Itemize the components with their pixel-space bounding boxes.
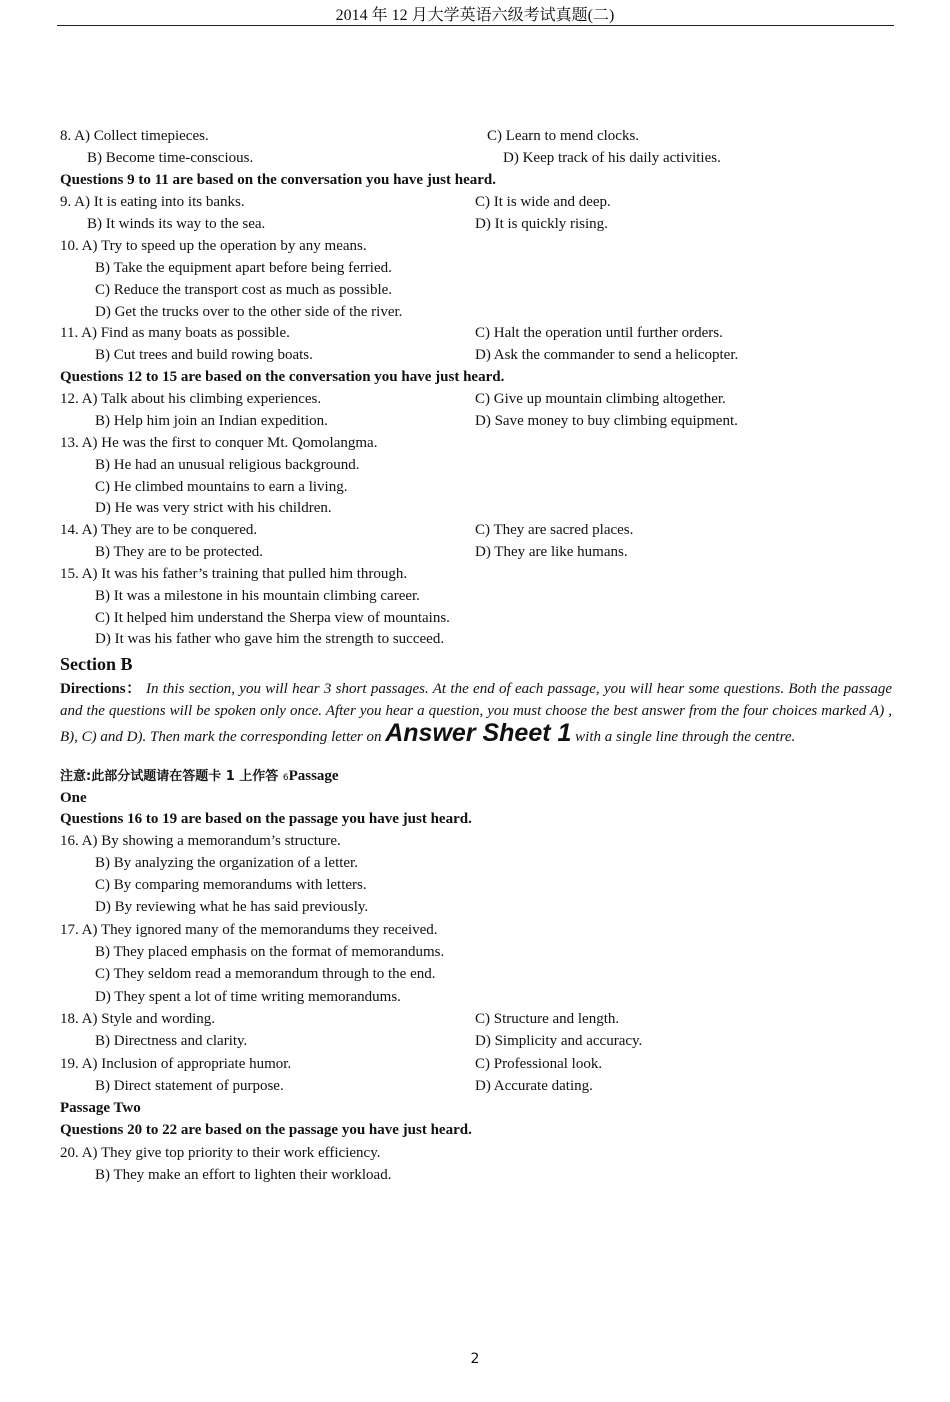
q11-option-a: 11. A) Find as many boats as possible. <box>60 325 290 341</box>
q12-option-a: 12. A) Talk about his climbing experiences. <box>60 391 322 407</box>
directions-text-2: with a single line through the centre. <box>575 729 796 745</box>
q16-option-c: C) By comparing memorandums with letters. <box>95 877 367 893</box>
q19-option-b: B) Direct statement of purpose. <box>95 1078 284 1094</box>
q14-option-c: C) They are sacred places. <box>475 522 634 538</box>
q16-option-d: D) By reviewing what he has said previously. <box>95 899 369 915</box>
q15-option-a: 15. A) It was his father’s training that pulled him through. <box>60 566 408 582</box>
q8-option-b: B) Become time-conscious. <box>87 150 254 166</box>
q14-option-d: D) They are like humans. <box>475 544 628 560</box>
questions-12-15-heading: Questions 12 to 15 are based on the conversation you have just heard. <box>60 369 505 385</box>
q18-option-b: B) Directness and clarity. <box>95 1033 248 1049</box>
passage-one-heading-a: Passage <box>288 768 339 784</box>
chinese-note-footnote: 6 <box>282 773 289 783</box>
q11-option-b: B) Cut trees and build rowing boats. <box>95 347 313 363</box>
questions-16-19-heading: Questions 16 to 19 are based on the passage you have just heard. <box>60 811 472 827</box>
q9-option-a: 9. A) It is eating into its banks. <box>60 194 245 210</box>
q13-option-d: D) He was very strict with his children. <box>95 500 332 516</box>
chinese-answer-note <box>60 766 339 788</box>
section-b-title: Section B <box>60 654 133 674</box>
q9-option-c: C) It is wide and deep. <box>475 194 611 210</box>
q19-option-c: C) Professional look. <box>475 1056 603 1072</box>
q15-option-c: C) It helped him understand the Sherpa view of mountains. <box>95 610 450 626</box>
header-divider <box>57 25 894 26</box>
passage-one-heading-b: One <box>60 790 87 806</box>
questions-20-22-heading: Questions 20 to 22 are based on the passage you have just heard. <box>60 1122 472 1138</box>
q20-option-a: 20. A) They give top priority to their work efficiency. <box>60 1145 381 1161</box>
q8-option-c: C) Learn to mend clocks. <box>487 128 640 144</box>
q8-option-d: D) Keep track of his daily activities. <box>503 150 721 166</box>
q18-option-d: D) Simplicity and accuracy. <box>475 1033 643 1049</box>
q13-option-a: 13. A) He was the first to conquer Mt. Qomolangma. <box>60 435 378 451</box>
q10-option-a: 10. A) Try to speed up the operation by any means. <box>60 238 367 254</box>
q8-option-a: 8. A) Collect timepieces. <box>60 128 209 144</box>
page-header-title: 2014 年 12 月大学英语六级考试真题(二) <box>335 7 615 24</box>
q18-option-a: 18. A) Style and wording. <box>60 1011 215 1027</box>
q16-option-b: B) By analyzing the organization of a letter. <box>95 855 358 871</box>
q19-option-a: 19. A) Inclusion of appropriate humor. <box>60 1056 292 1072</box>
q17-option-a: 17. A) They ignored many of the memorandums they received. <box>60 922 438 938</box>
q12-option-c: C) Give up mountain climbing altogether. <box>475 391 726 407</box>
q16-option-a: 16. A) By showing a memorandum’s structure. <box>60 833 341 849</box>
q11-option-d: D) Ask the commander to send a helicopter. <box>475 347 739 363</box>
answer-sheet-label: Answer Sheet 1 <box>385 719 572 747</box>
q17-option-d: D) They spent a lot of time writing memorandums. <box>95 989 401 1005</box>
q20-option-b: B) They make an effort to lighten their workload. <box>95 1167 392 1183</box>
q12-option-d: D) Save money to buy climbing equipment. <box>475 413 738 429</box>
passage-two-heading: Passage Two <box>60 1100 141 1116</box>
section-b-directions <box>60 678 892 748</box>
q10-option-b: B) Take the equipment apart before being ferried. <box>95 260 392 276</box>
q14-option-b: B) They are to be protected. <box>95 544 263 560</box>
q15-option-b: B) It was a milestone in his mountain climbing career. <box>95 588 420 604</box>
q13-option-c: C) He climbed mountains to earn a living. <box>95 479 348 495</box>
q10-option-d: D) Get the trucks over to the other side of the river. <box>95 304 403 320</box>
q13-option-b: B) He had an unusual religious background. <box>95 457 360 473</box>
q19-option-d: D) Accurate dating. <box>475 1078 593 1094</box>
q18-option-c: C) Structure and length. <box>475 1011 620 1027</box>
q9-option-b: B) It winds its way to the sea. <box>87 216 266 232</box>
q14-option-a: 14. A) They are to be conquered. <box>60 522 258 538</box>
q12-option-b: B) Help him join an Indian expedition. <box>95 413 328 429</box>
q10-option-c: C) Reduce the transport cost as much as possible. <box>95 282 393 298</box>
q17-option-c: C) They seldom read a memorandum through to the end. <box>95 966 436 982</box>
directions-text-1: In this section, you will hear 3 short passages. At the end of each passage, you will hear some questions. Both the passage and the questions will be spoken only once. After you hear a question, you must choose the best answer from the four choices marked A) , B), C) and D). Then mark the corresponding letter on <box>60 681 893 745</box>
q17-option-b: B) They placed emphasis on the format of memorandums. <box>95 944 445 960</box>
page-number: 2 <box>470 1351 480 1367</box>
q11-option-c: C) Halt the operation until further orders. <box>475 325 723 341</box>
q15-option-d: D) It was his father who gave him the strength to succeed. <box>95 631 445 647</box>
questions-9-11-heading: Questions 9 to 11 are based on the conversation you have just heard. <box>60 172 496 188</box>
q9-option-d: D) It is quickly rising. <box>475 216 608 232</box>
directions-label: Directions： <box>60 681 142 697</box>
chinese-note-text: 注意:此部分试题请在答题卡 1 上作答 <box>60 769 279 784</box>
